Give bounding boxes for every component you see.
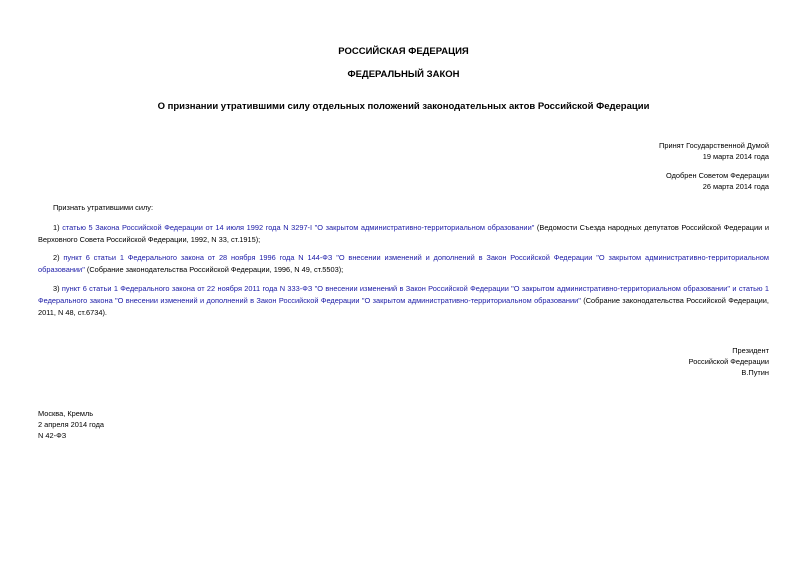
item-3-prefix: 3): [53, 284, 60, 293]
signature-block: [689, 345, 769, 378]
item-3-rest: (Собрание законодательства Российской Федерации, 2011, N 48, ст.6734).: [38, 296, 769, 317]
duma-date: 19 марта 2014 года: [702, 152, 769, 161]
signature-name: В.Путин: [741, 368, 769, 377]
doc-type-heading: ФЕДЕРАЛЬНЫЙ ЗАКОН: [347, 69, 460, 80]
footer-block: [38, 408, 104, 441]
footer-number: N 42-ФЗ: [38, 431, 67, 440]
item-1-rest: (Ведомости Съезда народных депутатов Российской Федерации и Верховного Совета Российской Федерации, 1992, N 33, ст.1915);: [38, 223, 770, 244]
item-3: [38, 283, 769, 319]
footer-place: Москва, Кремль: [38, 409, 94, 418]
council-date: 26 марта 2014 года: [702, 182, 769, 191]
adoption-duma: [659, 140, 769, 162]
footer-date: 2 апреля 2014 года: [38, 420, 105, 429]
item-2-rest: (Собрание законодательства Российской Федерации, 1996, N 49, ст.5503);: [84, 265, 344, 274]
item-2: [38, 252, 769, 276]
law-title: О признании утратившими силу отдельных положений законодательных актов Российской Федерации: [157, 101, 650, 112]
adoption-council: [666, 170, 769, 192]
signature-country: Российской Федерации: [688, 357, 769, 366]
item-3-link[interactable]: пункт 6 статьи 1 Федерального закона от 22 ноября 2011 года N 333-ФЗ "О внесении изменений в Закон Российской Федерации "О закрытом административно-территориальном образовании" и статью 1 Федерального закона "О внесении изменений и дополнений в Закон Российской Федерации "О закрытом административно-территориальном образовании": [38, 284, 769, 305]
signature-title: Президент: [732, 346, 769, 355]
item-1: [38, 222, 769, 246]
item-2-link[interactable]: пункт 6 статьи 1 Федерального закона от 28 ноября 1996 года N 144-ФЗ "О внесении изменений и дополнений в Закон Российской Федерации "О закрытом административно-территориальном образовании": [38, 253, 769, 274]
item-1-link[interactable]: статью 5 Закона Российской Федерации от 14 июля 1992 года N 3297-I "О закрытом административно-территориальном образовании": [62, 223, 535, 232]
item-1-prefix: 1): [53, 223, 60, 232]
council-label: Одобрен Советом Федерации: [666, 171, 769, 180]
country-heading: РОССИЙСКАЯ ФЕДЕРАЦИЯ: [338, 46, 469, 57]
item-2-prefix: 2): [53, 253, 60, 262]
intro-text: Признать утратившими силу:: [53, 203, 154, 212]
duma-label: Принят Государственной Думой: [659, 141, 769, 150]
